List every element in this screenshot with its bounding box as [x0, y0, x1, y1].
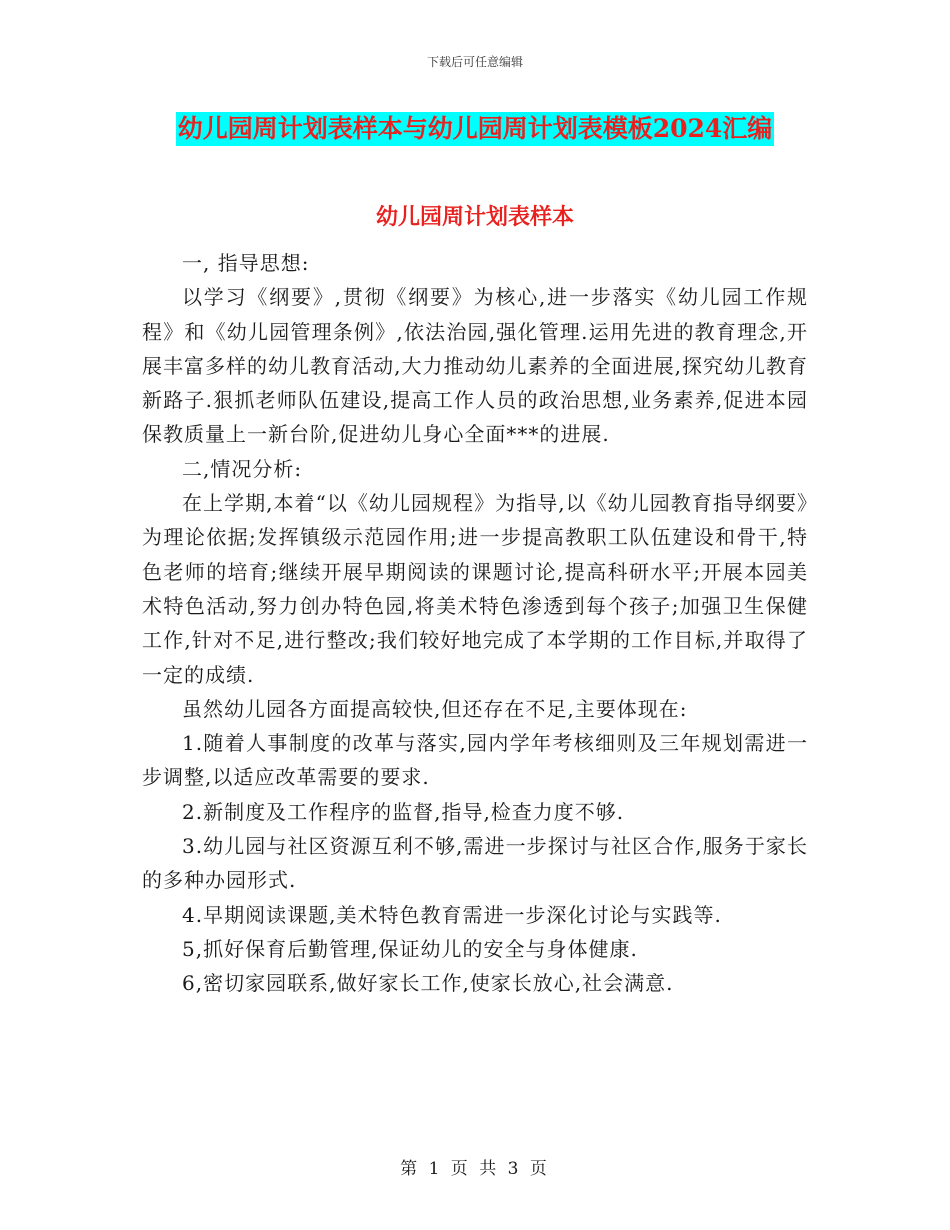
page-footer: 第 1 页 共 3 页	[400, 1159, 550, 1179]
paragraph-heading-situation-analysis: 二,情况分析:	[182, 456, 303, 481]
section-title: 幼儿园周计划表样本	[375, 204, 574, 230]
list-item: 5,抓好保育后勤管理,保证幼儿的安全与身体健康.	[182, 936, 638, 961]
list-item: 1.随着人事制度的改革与落实,园内学年考核细则及三年规划需进一步调整,以适应改革需要的要求.	[142, 731, 808, 790]
document-title: 幼儿园周计划表样本与幼儿园周计划表模板2024汇编	[176, 112, 775, 146]
document-title-wrapper	[0, 112, 950, 146]
list-item: 2.新制度及工作程序的监督,指导,检查力度不够.	[182, 799, 625, 824]
list-item: 3.幼儿园与社区资源互利不够,需进一步探讨与社区合作,服务于家长的多种办园形式.	[142, 834, 808, 893]
paragraph: 以学习《纲要》,贯彻《纲要》为核心,进一步落实《幼儿园工作规程》和《幼儿园管理条例》,依法治园,强化管理.运用先进的教育理念,开展丰富多样的幼儿教育活动,大力推动幼儿素养的全面进展,探究幼儿教育新路子.狠抓老师队伍建设,提高工作人员的政治思想,业务素养,促进本园保教质量上一新台阶,促进幼儿身心全面***的进展.	[142, 285, 808, 447]
paragraph: 在上学期,本着“以《幼儿园规程》为指导,以《幼儿园教育指导纲要》为理论依据;发挥镇级示范园作用;进一步提高教职工队伍建设和骨干,特色老师的培育;继续开展早期阅读的课题讨论,提高科研水平;开展本园美术特色活动,努力创办特色园,将美术特色渗透到每个孩子;加强卫生保健工作,针对不足,进行整改;我们较好地完成了本学期的工作目标,并取得了一定的成绩.	[142, 491, 808, 687]
paragraph-heading-guiding-ideology: 一, 指导思想:	[182, 251, 310, 275]
list-item: 6,密切家园联系,做好家长工作,使家长放心,社会满意.	[182, 971, 674, 996]
document-body	[142, 246, 808, 1001]
list-item: 4.早期阅读课题,美术特色教育需进一步深化讨论与实践等.	[182, 902, 722, 927]
paragraph: 虽然幼儿园各方面提高较快,但还存在不足,主要体现在:	[182, 696, 688, 721]
header-note: 下载后可任意编辑	[426, 55, 523, 69]
